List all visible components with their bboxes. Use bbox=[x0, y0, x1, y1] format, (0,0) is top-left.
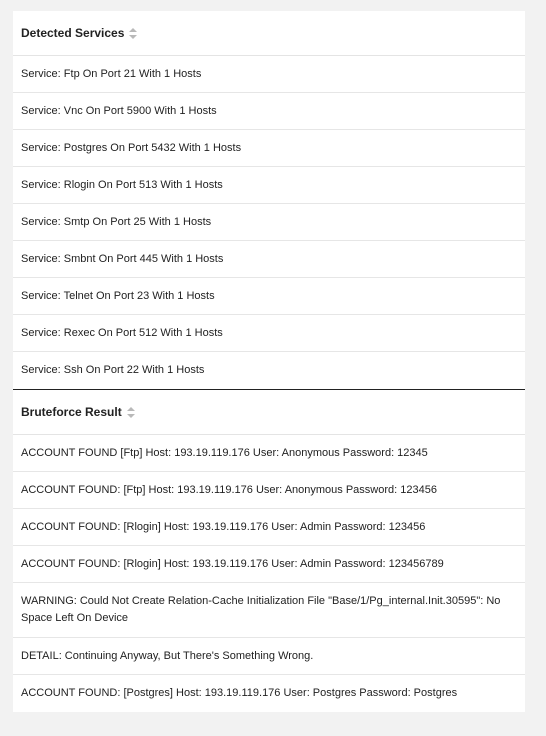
service-row: Service: Vnc On Port 5900 With 1 Hosts bbox=[13, 93, 525, 130]
detected-services-list bbox=[13, 56, 525, 389]
service-row: Service: Postgres On Port 5432 With 1 Hosts bbox=[13, 130, 525, 167]
bruteforce-row: ACCOUNT FOUND [Ftp] Host: 193.19.119.176 User: Anonymous Password: 12345 bbox=[13, 435, 525, 472]
sort-icon[interactable] bbox=[127, 407, 135, 418]
bruteforce-result-list bbox=[13, 435, 525, 712]
service-row: Service: Smbnt On Port 445 With 1 Hosts bbox=[13, 241, 525, 278]
service-row: Service: Ssh On Port 22 With 1 Hosts bbox=[21, 364, 205, 376]
bruteforce-row: WARNING: Could Not Create Relation-Cache Initialization File "Base/1/Pg_internal.Init.30595": No Space Left On Device bbox=[13, 583, 525, 638]
bruteforce-row: ACCOUNT FOUND: [Postgres] Host: 193.19.119.176 User: Postgres Password: Postgres bbox=[21, 687, 458, 699]
service-row: Service: Telnet On Port 23 With 1 Hosts bbox=[13, 278, 525, 315]
service-row: Service: Rlogin On Port 513 With 1 Hosts bbox=[13, 167, 525, 204]
service-row: Service: Rexec On Port 512 With 1 Hosts bbox=[13, 315, 525, 352]
bruteforce-row: ACCOUNT FOUND: [Rlogin] Host: 193.19.119.176 User: Admin Password: 123456 bbox=[13, 509, 525, 546]
bruteforce-row: ACCOUNT FOUND: [Ftp] Host: 193.19.119.176 User: Anonymous Password: 123456 bbox=[13, 472, 525, 509]
service-row: Service: Ftp On Port 21 With 1 Hosts bbox=[13, 56, 525, 93]
bruteforce-row: ACCOUNT FOUND: [Rlogin] Host: 193.19.119.176 User: Admin Password: 123456789 bbox=[13, 546, 525, 583]
results-panel bbox=[13, 11, 525, 712]
service-row: Service: Smtp On Port 25 With 1 Hosts bbox=[13, 204, 525, 241]
detected-services-title: Detected Services bbox=[21, 26, 125, 40]
bruteforce-result-title: Bruteforce Result bbox=[21, 405, 122, 419]
detected-services-header[interactable] bbox=[13, 11, 525, 56]
bruteforce-row: DETAIL: Continuing Anyway, But There's Something Wrong. bbox=[13, 638, 525, 675]
bruteforce-result-header[interactable] bbox=[13, 389, 525, 435]
sort-icon[interactable] bbox=[129, 28, 137, 39]
